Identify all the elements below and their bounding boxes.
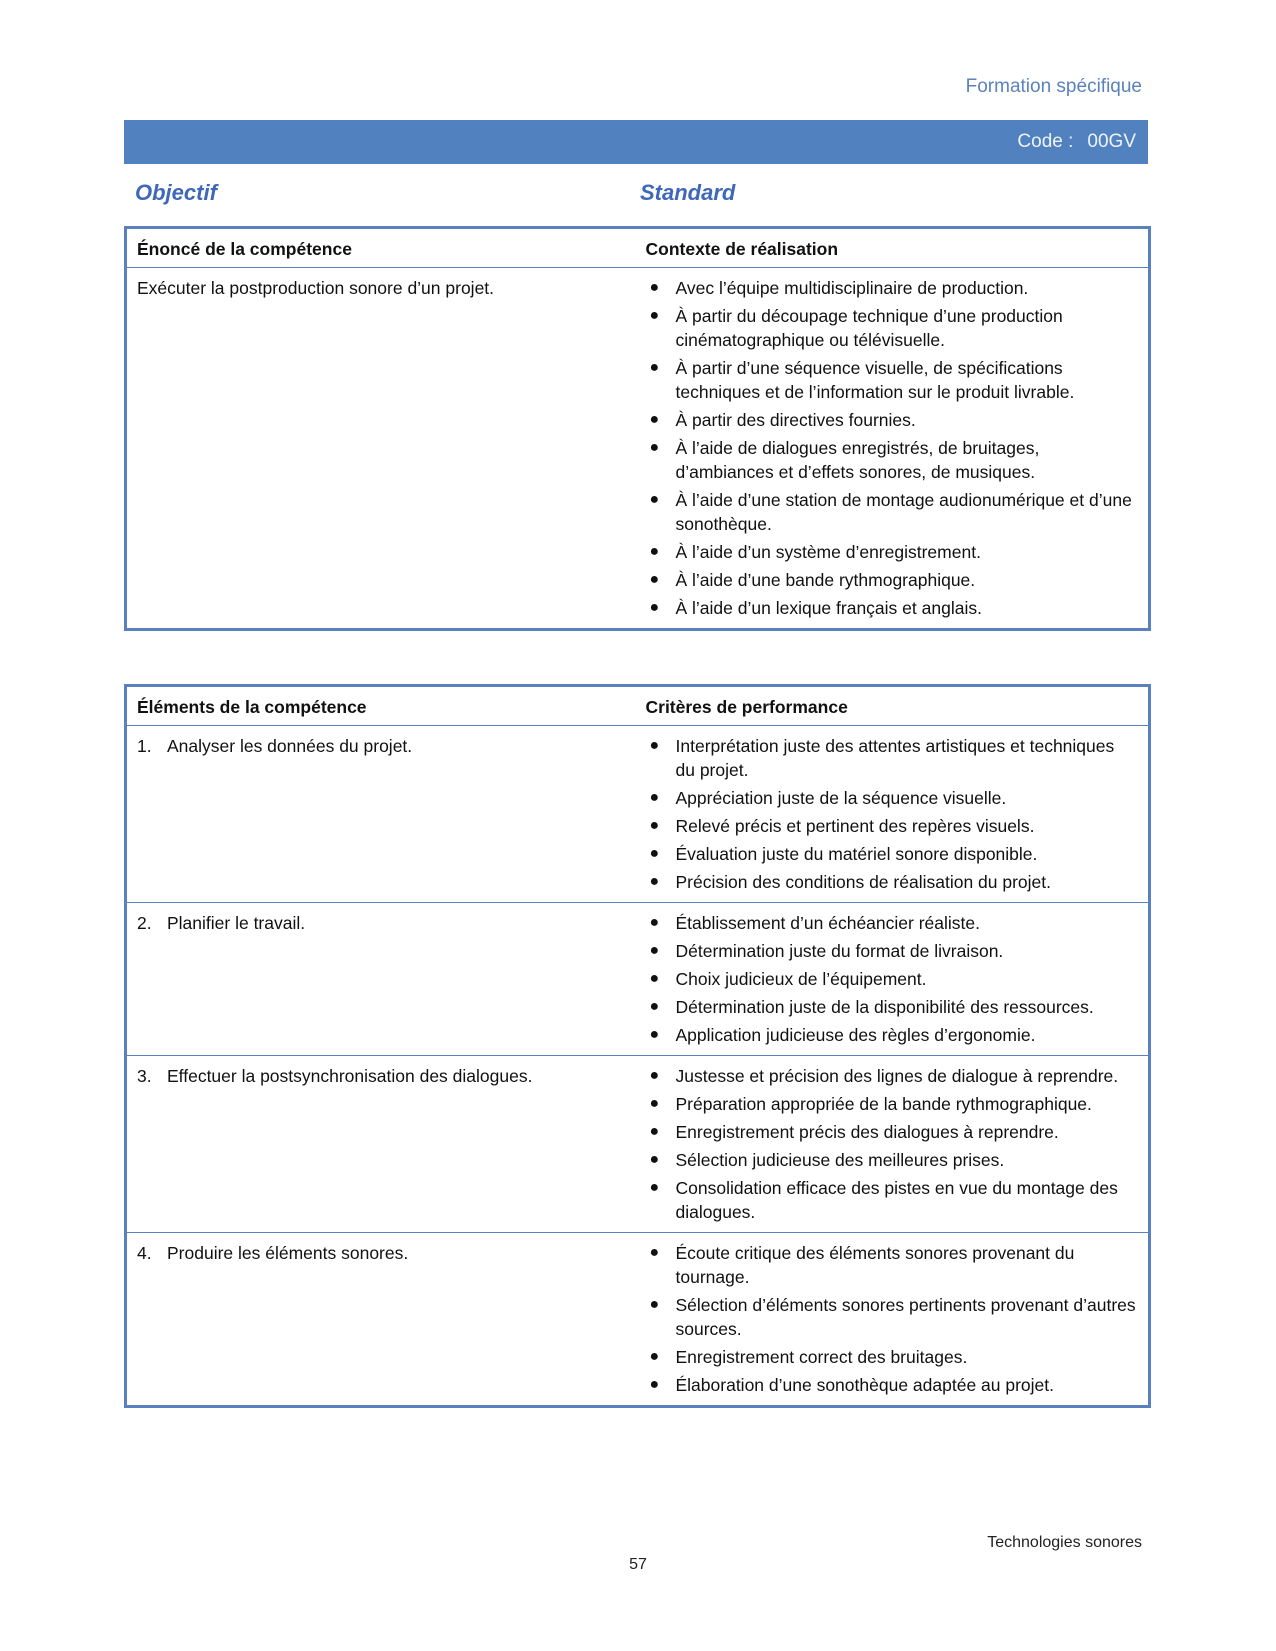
bullet-icon: ● <box>649 543 660 560</box>
list-item-text: À l’aide de dialogues enregistrés, de bruitages, d’ambiances et d’effets sonores, de musiques. <box>675 438 1040 482</box>
list-item <box>646 967 1139 991</box>
document-type-label: Formation spécifique <box>965 76 1142 97</box>
bullet-icon: ● <box>649 439 660 456</box>
list-item <box>646 786 1139 810</box>
element-text: Effectuer la postsynchronisation des dialogues. <box>167 1066 533 1086</box>
table-row <box>126 1056 1150 1233</box>
competency-element <box>137 1241 626 1265</box>
bullet-icon: ● <box>649 998 660 1015</box>
list-item-text: Enregistrement correct des bruitages. <box>675 1347 968 1367</box>
context-header: Contexte de réalisation <box>636 228 1150 268</box>
competency-element <box>137 1064 626 1088</box>
list-item <box>646 1345 1139 1369</box>
code-value: 00GV <box>1087 131 1136 152</box>
bullet-icon: ● <box>649 1026 660 1043</box>
list-item-text: Détermination juste de la disponibilité des ressources. <box>675 997 1094 1017</box>
element-text: Produire les éléments sonores. <box>167 1243 409 1263</box>
list-item <box>646 1023 1139 1047</box>
list-item-text: Justesse et précision des lignes de dialogue à reprendre. <box>675 1066 1119 1086</box>
standard-title: Standard <box>640 180 736 205</box>
bullet-icon: ● <box>649 970 660 987</box>
list-item <box>646 870 1139 894</box>
list-item-text: Évaluation juste du matériel sonore disponible. <box>675 844 1038 864</box>
list-item <box>646 1092 1139 1116</box>
page-number: 57 <box>629 1556 647 1573</box>
bullet-icon: ● <box>649 1376 660 1393</box>
table-row <box>126 1233 1150 1407</box>
bullet-icon: ● <box>649 737 660 754</box>
list-item-text: Détermination juste du format de livraison. <box>675 941 1004 961</box>
criteria-list <box>646 911 1139 1047</box>
list-item-text: Préparation appropriée de la bande rythmographique. <box>675 1094 1092 1114</box>
bullet-icon: ● <box>649 599 660 616</box>
list-item-text: Sélection d’éléments sonores pertinents provenant d’autres sources. <box>675 1295 1136 1339</box>
list-item-text: Avec l’équipe multidisciplinaire de production. <box>675 278 1029 298</box>
list-item-text: À l’aide d’un système d’enregistrement. <box>675 542 981 562</box>
criteria-list <box>646 734 1139 894</box>
code-label: Code : <box>1017 131 1074 152</box>
objective-title: Objectif <box>135 180 217 205</box>
bullet-icon: ● <box>649 873 660 890</box>
list-item <box>646 814 1139 838</box>
list-item-text: Application judicieuse des règles d’ergonomie. <box>675 1025 1036 1045</box>
list-item-text: Écoute critique des éléments sonores provenant du tournage. <box>675 1243 1075 1287</box>
bullet-icon: ● <box>649 359 660 376</box>
bullet-icon: ● <box>649 1067 660 1084</box>
list-item <box>646 939 1139 963</box>
bullet-icon: ● <box>649 1348 660 1365</box>
list-item <box>646 356 1139 404</box>
competency-statement: Exécuter la postproduction sonore d’un projet. <box>137 278 495 298</box>
bullet-icon: ● <box>649 411 660 428</box>
list-item-text: Élaboration d’une sonothèque adaptée au projet. <box>675 1375 1054 1395</box>
bullet-icon: ● <box>649 571 660 588</box>
list-item-text: Relevé précis et pertinent des repères visuels. <box>675 816 1035 836</box>
bullet-icon: ● <box>649 1296 660 1313</box>
list-item <box>646 1293 1139 1341</box>
competency-element <box>137 734 626 758</box>
list-item <box>646 995 1139 1019</box>
criteria-list <box>646 1064 1139 1224</box>
list-item <box>646 540 1139 564</box>
element-number: 2. <box>137 913 152 933</box>
list-item <box>646 734 1139 782</box>
list-item <box>646 1241 1139 1289</box>
list-item <box>646 1148 1139 1172</box>
element-number: 4. <box>137 1243 152 1263</box>
list-item <box>646 1373 1139 1397</box>
code-bar <box>124 120 1148 164</box>
bullet-icon: ● <box>649 942 660 959</box>
list-item <box>646 408 1139 432</box>
list-item-text: Interprétation juste des attentes artistiques et techniques du projet. <box>675 736 1115 780</box>
list-item <box>646 1064 1139 1088</box>
bullet-icon: ● <box>649 817 660 834</box>
list-item <box>646 436 1139 484</box>
list-item-text: Choix judicieux de l’équipement. <box>675 969 927 989</box>
list-item <box>646 488 1139 536</box>
competency-statement-table <box>124 226 1151 631</box>
list-item <box>646 1120 1139 1144</box>
element-number: 1. <box>137 736 152 756</box>
element-number: 3. <box>137 1066 152 1086</box>
bullet-icon: ● <box>649 914 660 931</box>
statement-header: Énoncé de la compétence <box>126 228 636 268</box>
bullet-icon: ● <box>649 491 660 508</box>
list-item <box>646 276 1139 300</box>
list-item <box>646 596 1139 620</box>
elements-header: Éléments de la compétence <box>126 686 636 726</box>
competency-elements-table <box>124 684 1151 1408</box>
section-titles <box>135 180 1135 208</box>
list-item-text: À l’aide d’une station de montage audionumérique et d’une sonothèque. <box>675 490 1132 534</box>
list-item-text: À partir des directives fournies. <box>675 410 916 430</box>
bullet-icon: ● <box>649 1123 660 1140</box>
bullet-icon: ● <box>649 845 660 862</box>
criteria-list <box>646 1241 1139 1397</box>
bullet-icon: ● <box>649 307 660 324</box>
table-row <box>126 726 1150 903</box>
program-name: Technologies sonores <box>987 1534 1142 1551</box>
list-item <box>646 568 1139 592</box>
list-item-text: À l’aide d’un lexique français et anglais. <box>675 598 982 618</box>
list-item <box>646 1176 1139 1224</box>
bullet-icon: ● <box>649 1179 660 1196</box>
bullet-icon: ● <box>649 1151 660 1168</box>
list-item-text: À partir du découpage technique d’une production cinématographique ou télévisuelle. <box>675 306 1063 350</box>
list-item-text: Consolidation efficace des pistes en vue du montage des dialogues. <box>675 1178 1118 1222</box>
list-item-text: Enregistrement précis des dialogues à reprendre. <box>675 1122 1059 1142</box>
criteria-header: Critères de performance <box>636 686 1150 726</box>
element-text: Analyser les données du projet. <box>167 736 413 756</box>
list-item-text: Sélection judicieuse des meilleures prises. <box>675 1150 1005 1170</box>
list-item-text: À partir d’une séquence visuelle, de spécifications techniques et de l’information sur le produit livrable. <box>675 358 1075 402</box>
table-row <box>126 903 1150 1056</box>
list-item <box>646 842 1139 866</box>
list-item <box>646 911 1139 935</box>
context-list <box>646 276 1139 620</box>
bullet-icon: ● <box>649 279 660 296</box>
list-item-text: Appréciation juste de la séquence visuelle. <box>675 788 1007 808</box>
list-item-text: À l’aide d’une bande rythmographique. <box>675 570 976 590</box>
bullet-icon: ● <box>649 1244 660 1261</box>
element-text: Planifier le travail. <box>167 913 306 933</box>
bullet-icon: ● <box>649 1095 660 1112</box>
bullet-icon: ● <box>649 789 660 806</box>
list-item <box>646 304 1139 352</box>
list-item-text: Établissement d’un échéancier réaliste. <box>675 913 980 933</box>
competency-element <box>137 911 626 935</box>
list-item-text: Précision des conditions de réalisation du projet. <box>675 872 1051 892</box>
